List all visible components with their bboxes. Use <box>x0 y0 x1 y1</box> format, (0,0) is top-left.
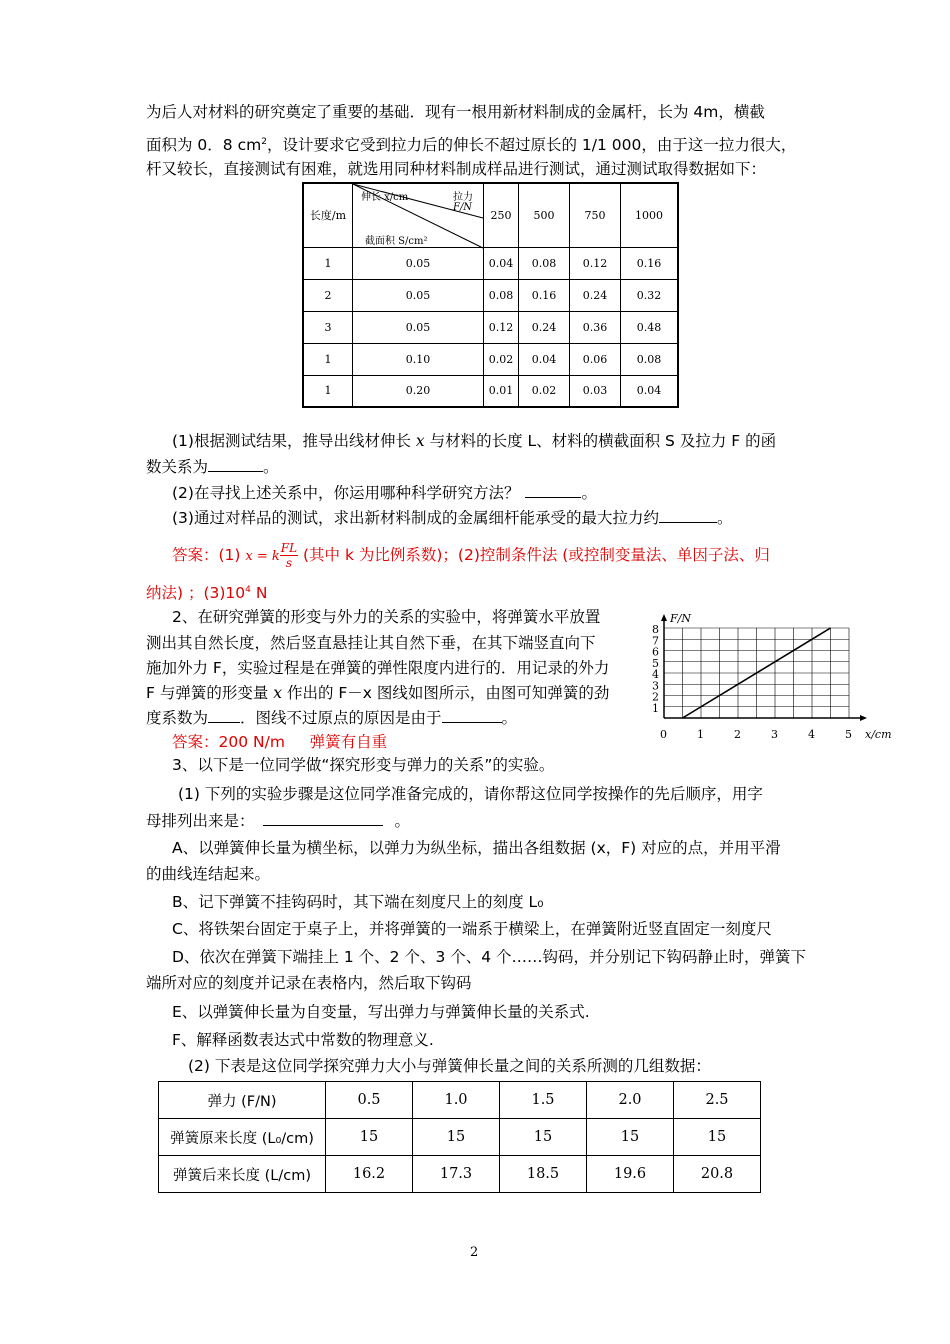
cell: 1 <box>303 247 353 279</box>
q1-answer-line2: 纳法) ；$(3)10^4$ N <box>146 584 268 603</box>
cell: 0.16 <box>621 247 679 279</box>
cell: 0.12 <box>570 247 621 279</box>
intro-line-3: 杆又较长，直接测试有困难，就选用同种材料制成样品进行测试，通过测试取得数据如下： <box>146 160 767 178</box>
row-label: 弹簧原来长度 (L₀/cm) <box>159 1119 326 1156</box>
force-500: 500 <box>519 183 570 247</box>
q3-part1-line2: 母排列出来是： 。 <box>146 812 411 830</box>
q2-answer: 答案：200 N/m 弹簧有自重 <box>172 733 388 751</box>
x-tick-label: 5 <box>845 728 852 741</box>
cell: 20.8 <box>674 1156 761 1193</box>
cell: 2.0 <box>587 1082 674 1119</box>
cell: 0.05 <box>353 311 484 343</box>
header-area: 截面积 S/cm² <box>365 236 428 247</box>
q2-line2: 测出其自然长度，然后竖直悬挂让其自然下垂，在其下端竖直向下 <box>146 634 596 652</box>
cell: 0.08 <box>519 247 570 279</box>
table-row <box>303 247 678 279</box>
cell: 15 <box>587 1119 674 1156</box>
q2-line3: 施加外力 F，实验过程是在弹簧的弹性限度内进行的．用记录的外力 <box>146 659 610 677</box>
answer-blank[interactable] <box>208 708 240 723</box>
cell: 0.03 <box>570 375 621 407</box>
x-tick-label: 2 <box>734 728 741 741</box>
cell: 0.48 <box>621 311 679 343</box>
q3-part2: (2) 下表是这位同学探究弹力大小与弹簧伸长量之间的关系所测的几组数据： <box>188 1057 711 1075</box>
cell: 0.24 <box>570 279 621 311</box>
cell: 0.02 <box>519 375 570 407</box>
cell: 0.36 <box>570 311 621 343</box>
q1-part2: (2)在寻找上述关系中，你运用哪种科学研究方法？ 。 <box>172 484 597 502</box>
cell: 0.04 <box>621 375 679 407</box>
step-e: E、以弹簧伸长量为自变量，写出弹力与弹簧伸长量的关系式. <box>172 1003 590 1021</box>
cell: 1 <box>303 343 353 375</box>
answer-blank[interactable] <box>659 508 717 523</box>
row-label: 弹力 (F/N) <box>159 1082 326 1119</box>
table-row <box>303 375 678 407</box>
cell: 0.05 <box>353 279 484 311</box>
y-axis-arrow <box>661 614 667 621</box>
header-length: 长度/m <box>303 183 353 247</box>
q1-part1-line1: (1)根据测试结果，推导出线材伸长 x 与材料的长度 L、材料的横截面积 S 及拉力 F 的函 <box>172 432 777 450</box>
table-row <box>303 311 678 343</box>
q1-part1-line2: 数关系为 。 <box>146 458 279 476</box>
table-row <box>303 279 678 311</box>
x-tick-label: 3 <box>771 728 778 741</box>
cell: 15 <box>326 1119 413 1156</box>
q1-answer-line1: 答案：(1) x = k $\frac{FL}{s}$ (其中 k 为比例系数)；(2)控制条件法 (或控制变量法、单因子法、归 <box>172 541 770 570</box>
answer-blank[interactable] <box>442 708 502 723</box>
cell: 0.04 <box>519 343 570 375</box>
cell: 0.02 <box>484 343 519 375</box>
cell: 0.24 <box>519 311 570 343</box>
q3-title: 3、以下是一位同学做“探究形变与弹力的关系”的实验。 <box>172 756 555 774</box>
q2-line5: 度系数为 ．图线不过原点的原因是由于 。 <box>146 709 518 727</box>
x-axis-arrow <box>860 715 867 721</box>
y-tick-label: 6 <box>652 645 659 659</box>
step-a-line1: A、以弹簧伸长量为横坐标，以弹力为纵坐标，描出各组数据 (x，F) 对应的点，并用平滑 <box>172 839 781 857</box>
force-extension-graph <box>640 612 892 747</box>
cell: 1 <box>303 375 353 407</box>
cell: 0.08 <box>484 279 519 311</box>
x-axis-label: x/cm <box>865 728 892 741</box>
cell: 0.06 <box>570 343 621 375</box>
answer-blank[interactable] <box>208 457 263 472</box>
x-tick-label: 4 <box>808 728 815 741</box>
y-axis-label: F/N <box>670 612 691 625</box>
cell: 0.10 <box>353 343 484 375</box>
header-extension: 伸长 x/cm <box>361 192 409 203</box>
spring-data-table <box>158 1081 761 1193</box>
x-tick-label: 0 <box>660 728 667 741</box>
cell: 0.12 <box>484 311 519 343</box>
answer-blank[interactable] <box>263 811 383 826</box>
material-test-table <box>302 182 679 408</box>
cell: 17.3 <box>413 1156 500 1193</box>
header-diagonal <box>353 183 484 247</box>
q3-part1-line1: (1) 下列的实验步骤是这位同学准备完成的，请你帮这位同学按操作的先后顺序，用字 <box>178 785 763 803</box>
cell: 19.6 <box>587 1156 674 1193</box>
cell: 2.5 <box>674 1082 761 1119</box>
intro-line-1: 为后人对材料的研究奠定了重要的基础．现有一根用新材料制成的金属杆，长为 4m，横截 <box>146 103 765 121</box>
cell: 0.05 <box>353 247 484 279</box>
q2-line1: 2、在研究弹簧的形变与外力的关系的实验中，将弹簧水平放置 <box>172 608 601 626</box>
q1-part3: (3)通过对样品的测试，求出新材料制成的金属细杆能承受的最大拉力约 。 <box>172 509 733 527</box>
y-tick-label: 1 <box>652 701 659 715</box>
cell: 15 <box>413 1119 500 1156</box>
cell: 0.5 <box>326 1082 413 1119</box>
cell: 2 <box>303 279 353 311</box>
cell: 0.32 <box>621 279 679 311</box>
step-d-line1: D、依次在弹簧下端挂上 1 个、2 个、3 个、4 个……钩码，并分别记下钩码静止时，弹簧下 <box>172 948 807 966</box>
table-row <box>159 1156 761 1193</box>
table-row <box>159 1082 761 1119</box>
cell: 0.08 <box>621 343 679 375</box>
table-row <box>303 343 678 375</box>
step-b: B、记下弹簧不挂钩码时，其下端在刻度尺上的刻度 L₀ <box>172 893 544 911</box>
answer-blank[interactable] <box>525 483 581 498</box>
intro-line-2: 面积为 0．8 $cm^2$，设计要求它受到拉力后的伸长不超过原长的 1/1 000，由于这一拉力很大， <box>146 136 797 155</box>
step-a-line2: 的曲线连结起来。 <box>146 865 271 883</box>
force-1000: 1000 <box>621 183 679 247</box>
y-tick-label: 4 <box>652 668 659 681</box>
cell: 18.5 <box>500 1156 587 1193</box>
cell: 0.01 <box>484 375 519 407</box>
page-number: 2 <box>470 1245 479 1260</box>
cell: 0.20 <box>353 375 484 407</box>
cell: 1.5 <box>500 1082 587 1119</box>
step-f: F、解释函数表达式中常数的物理意义. <box>172 1031 434 1049</box>
y-tick-label: 3 <box>652 679 659 693</box>
x-tick-label: 1 <box>697 728 704 741</box>
step-d-line2: 端所对应的刻度并记录在表格内，然后取下钩码 <box>146 974 472 992</box>
y-tick-label: 5 <box>652 656 659 670</box>
y-tick-label: 8 <box>652 623 659 636</box>
table-row <box>159 1119 761 1156</box>
force-250: 250 <box>484 183 519 247</box>
row-label: 弹簧后来长度 (L/cm) <box>159 1156 326 1193</box>
step-c: C、将铁架台固定于桌子上，并将弹簧的一端系于横梁上，在弹簧附近竖直固定一刻度尺 <box>172 920 772 938</box>
cell: 15 <box>674 1119 761 1156</box>
cell: 16.2 <box>326 1156 413 1193</box>
cell: 0.04 <box>484 247 519 279</box>
formula-fraction: $\frac{FL}{s}$ <box>280 541 298 570</box>
cell: 0.16 <box>519 279 570 311</box>
cell: 1.0 <box>413 1082 500 1119</box>
header-force-unit: F/N <box>453 202 473 213</box>
cell: 15 <box>500 1119 587 1156</box>
force-750: 750 <box>570 183 621 247</box>
header-force: 拉力 <box>453 192 473 203</box>
y-tick-label: 2 <box>652 690 659 704</box>
cell: 3 <box>303 311 353 343</box>
q2-line4: F 与弹簧的形变量 x 作出的 F－x 图线如图所示，由图可知弹簧的劲 <box>146 684 610 702</box>
y-tick-label: 7 <box>652 634 659 648</box>
